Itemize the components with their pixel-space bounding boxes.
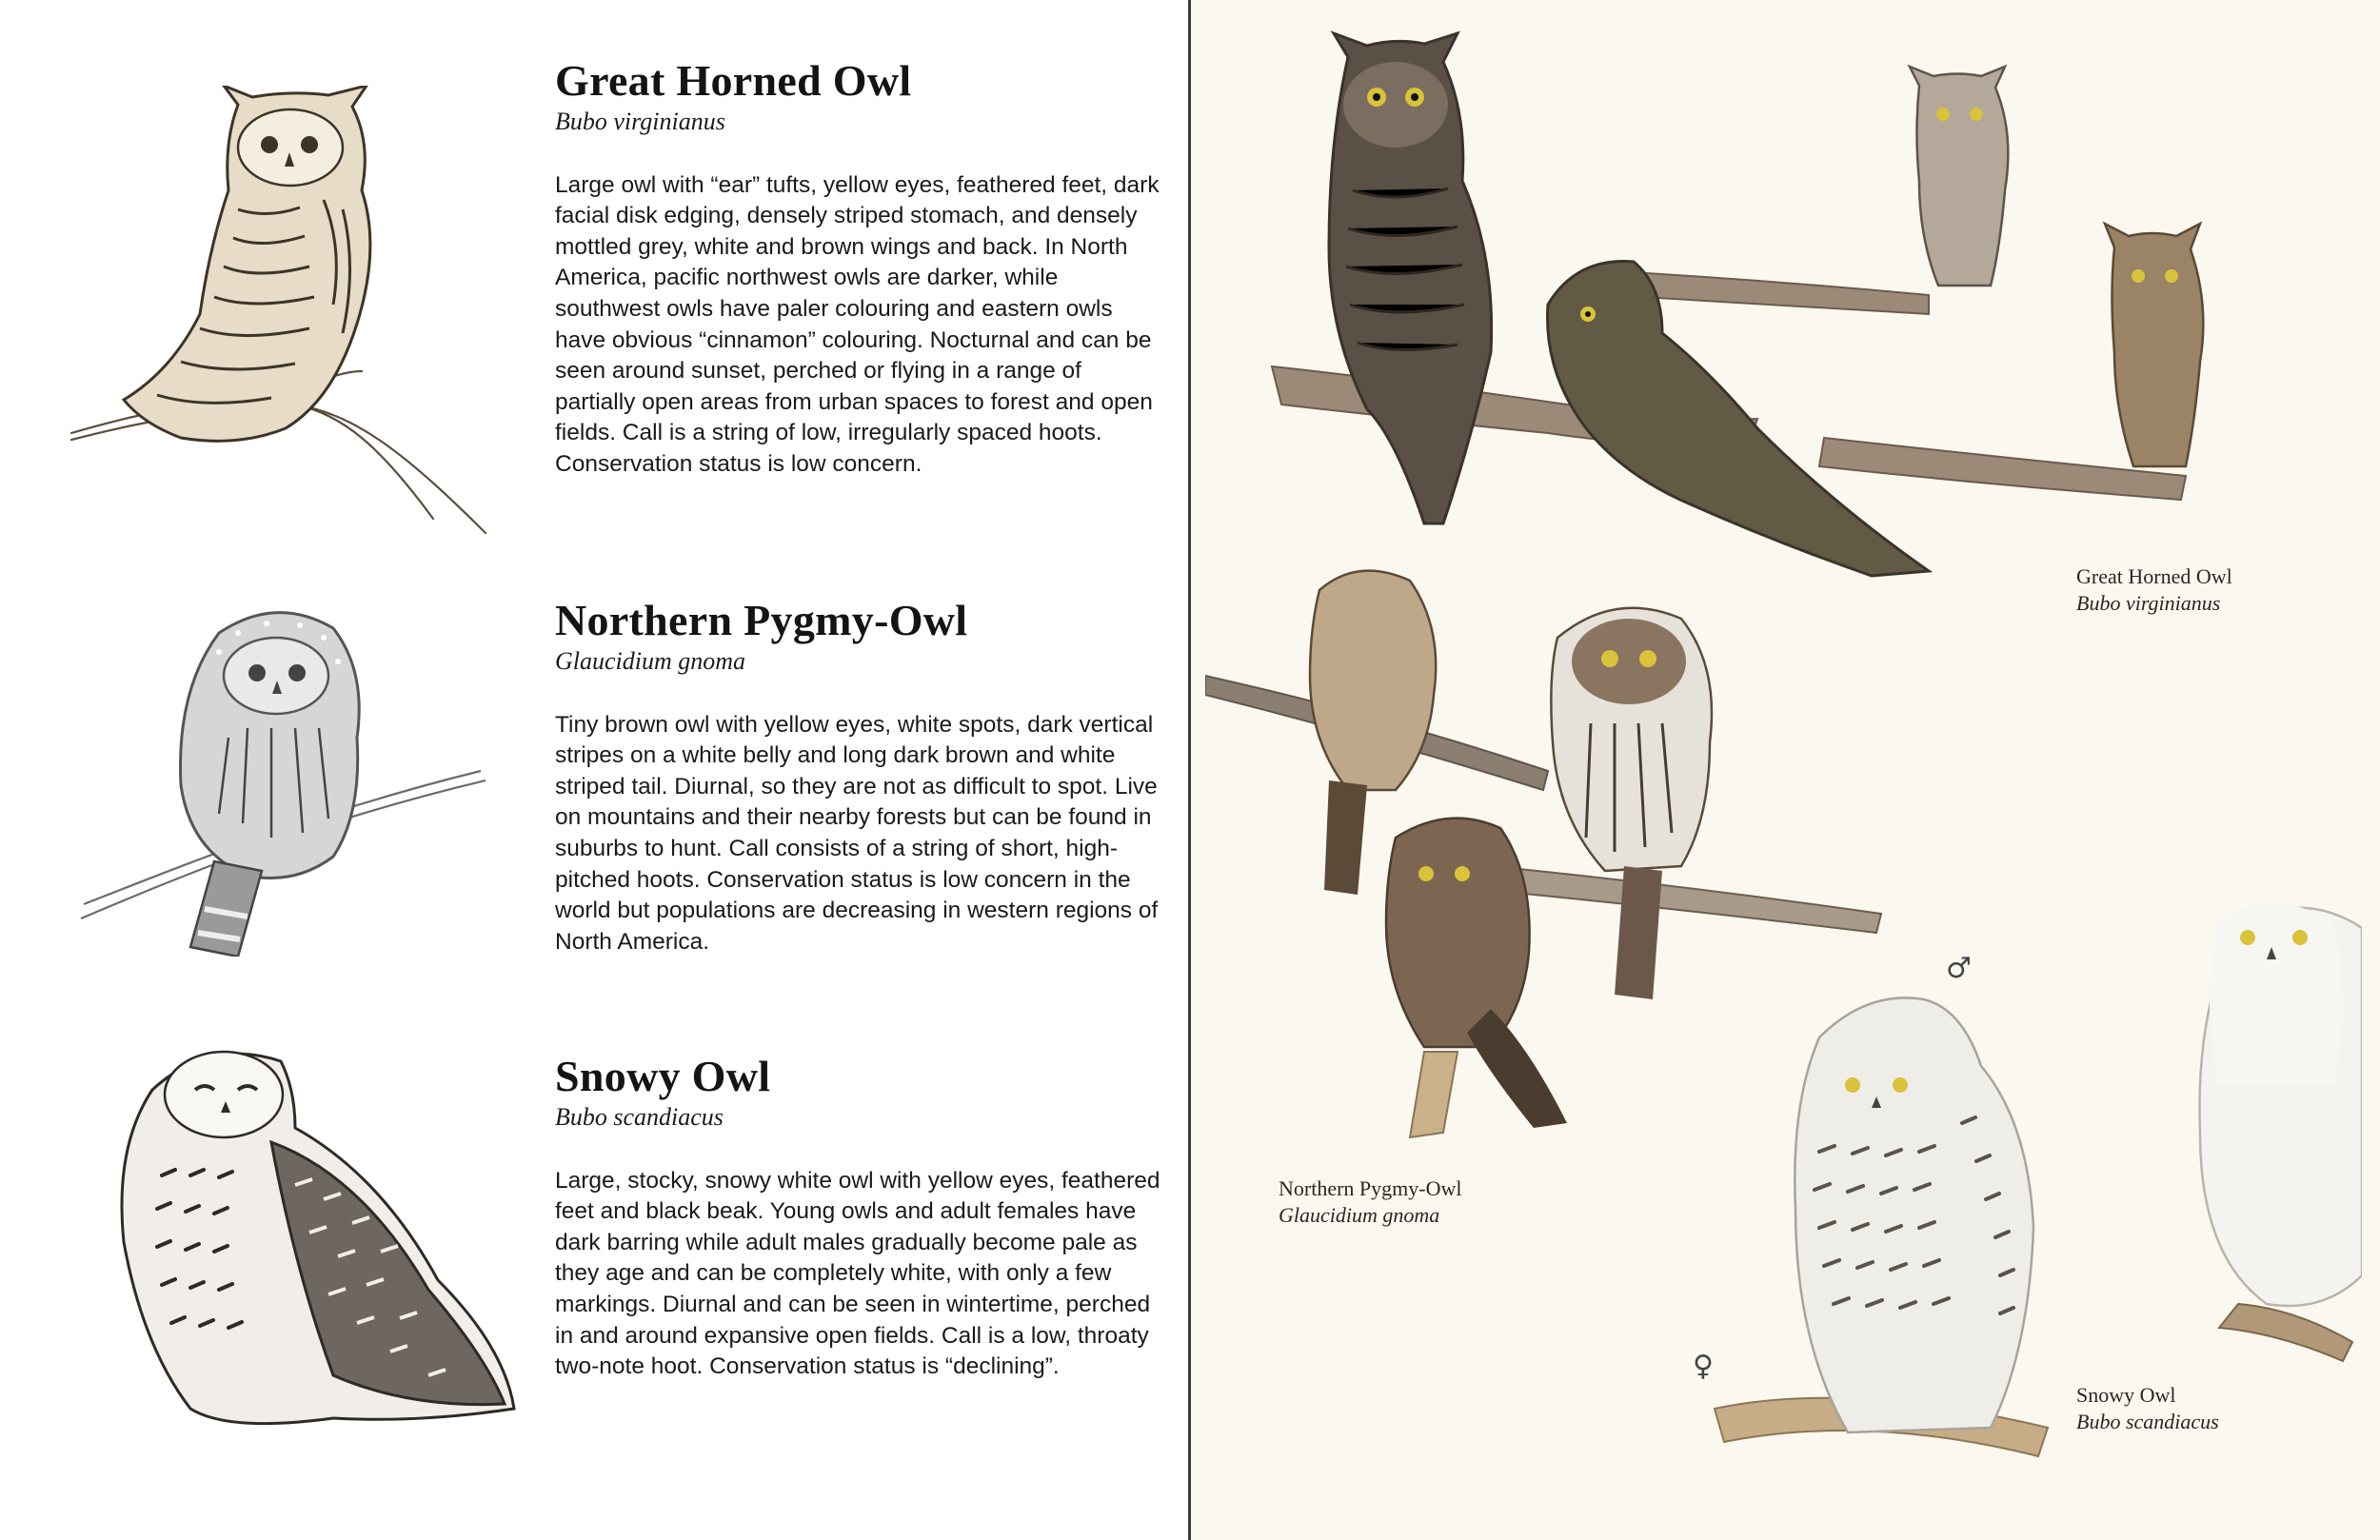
scientific-name: Glaucidium gnoma <box>555 646 746 675</box>
snowy-owl-illustration <box>1705 895 2362 1523</box>
snowy-owl-sketch <box>105 1033 524 1432</box>
species-description: Tiny brown owl with yellow eyes, white spots, dark vertical stripes on a white belly and long dark brown and white striped tail. Diurnal, so they are not as difficult to spot. Live on mountains and their nearby forests but can be found in suburbs to hunt. Call consists of a string of short, high-pitched hoots. Conservation status is low concern in the world but populations are decreasing in western regions of North America. <box>555 711 1159 955</box>
caption-name: Great Horned Owl <box>2076 564 2232 588</box>
species-description: Large owl with “ear” tufts, yellow eyes, feathered feet, dark facial disk edging, densely striped stomach, and densely mottled grey, white and brown wings and back. In North America, pacific northwest owls are darker, while southwest owls have paler colouring and eastern owls have obvious “cinnamon” colouring. Nocturnal and can be seen around sunset, perched or flying in a range of partially open areas from urban spaces to forest and open fields. Call is a string of low, irregularly spaced hoots. Conservation status is low concern. <box>555 171 1160 477</box>
species-entry <box>555 57 1164 481</box>
species-entry <box>555 597 1164 958</box>
species-entry <box>555 1053 1164 1383</box>
species-name: Snowy Owl <box>555 1052 771 1100</box>
plate-caption <box>1279 1175 1461 1229</box>
great-horned-owl-sketch <box>67 86 495 543</box>
caption-scientific: Bubo virginianus <box>2076 591 2221 615</box>
caption-scientific: Bubo scandiacus <box>2076 1410 2219 1433</box>
species-description: Large, stocky, snowy white owl with yellow eyes, feathered feet and black beak. Young owls and adult females have dark barring while adult males gradually become pale as they age and can be completely white, with only a few markings. Diurnal and can be seen in wintertime, perched in and around expansive open fields. Call is a low, throaty two-note hoot. Conservation status is “declining”. <box>555 1167 1160 1380</box>
male-symbol: ♂ <box>1946 952 1972 985</box>
plate-caption <box>2076 563 2232 617</box>
species-name: Northern Pygmy-Owl <box>555 596 968 644</box>
caption-name: Snowy Owl <box>2076 1383 2176 1407</box>
species-name: Great Horned Owl <box>555 56 912 105</box>
northern-pygmy-owl-sketch <box>76 595 495 957</box>
great-horned-owl-illustration <box>1262 29 2376 600</box>
caption-name: Northern Pygmy-Owl <box>1279 1176 1462 1200</box>
left-page <box>0 0 1188 1540</box>
right-page-plate <box>1191 0 2380 1540</box>
plate-caption <box>2076 1382 2219 1435</box>
scientific-name: Bubo virginianus <box>555 107 725 135</box>
scientific-name: Bubo scandiacus <box>555 1102 724 1131</box>
female-symbol: ♀ <box>1693 1350 1714 1383</box>
caption-scientific: Glaucidium gnoma <box>1279 1203 1440 1227</box>
